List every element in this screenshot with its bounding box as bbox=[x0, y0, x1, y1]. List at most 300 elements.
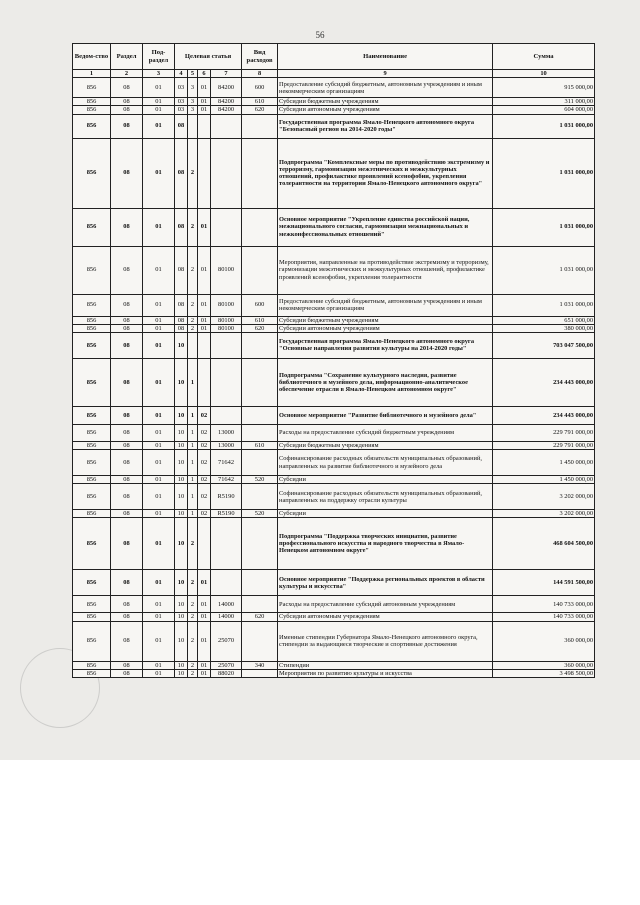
cell-razdel: 08 bbox=[111, 484, 143, 510]
cell-program: 03 bbox=[175, 106, 188, 114]
cell-event: 01 bbox=[198, 570, 211, 596]
cell-subprogram: 2 bbox=[188, 613, 198, 621]
column-number: 5 bbox=[188, 70, 198, 78]
cell-razdel: 08 bbox=[111, 613, 143, 621]
cell-podrazdel: 01 bbox=[143, 510, 175, 518]
cell-program: 08 bbox=[175, 208, 188, 246]
cell-program: 10 bbox=[175, 450, 188, 476]
column-number: 7 bbox=[211, 70, 242, 78]
cell-subprogram bbox=[188, 114, 198, 138]
cell-direction: 80100 bbox=[211, 246, 242, 294]
cell-vedomstvo: 856 bbox=[73, 518, 111, 570]
cell-podrazdel: 01 bbox=[143, 484, 175, 510]
cell-program: 08 bbox=[175, 138, 188, 208]
budget-table bbox=[72, 43, 595, 678]
cell-program: 08 bbox=[175, 316, 188, 324]
page-number: 56 bbox=[315, 30, 325, 40]
cell-direction: 14000 bbox=[211, 596, 242, 613]
table-row bbox=[73, 424, 595, 441]
cell-program: 08 bbox=[175, 294, 188, 316]
cell-razdel: 08 bbox=[111, 406, 143, 424]
cell-sum: 140 733 000,00 bbox=[493, 613, 595, 621]
cell-name: Мероприятия по развитию культуры и искусства bbox=[278, 669, 493, 677]
table-row bbox=[73, 208, 595, 246]
column-number: 9 bbox=[278, 70, 493, 78]
cell-direction: R5190 bbox=[211, 510, 242, 518]
cell-program: 03 bbox=[175, 98, 188, 106]
cell-expense-type bbox=[242, 114, 278, 138]
cell-sum: 140 733 000,00 bbox=[493, 596, 595, 613]
cell-sum: 3 202 000,00 bbox=[493, 484, 595, 510]
cell-expense-type: 520 bbox=[242, 476, 278, 484]
column-number: 4 bbox=[175, 70, 188, 78]
cell-sum: 3 202 000,00 bbox=[493, 510, 595, 518]
cell-subprogram: 2 bbox=[188, 316, 198, 324]
table-row bbox=[73, 246, 595, 294]
cell-expense-type: 610 bbox=[242, 98, 278, 106]
cell-event: 01 bbox=[198, 246, 211, 294]
cell-event: 02 bbox=[198, 424, 211, 441]
cell-vedomstvo: 856 bbox=[73, 78, 111, 98]
cell-podrazdel: 01 bbox=[143, 332, 175, 358]
cell-name: Основное мероприятие "Укрепление единства российской нации, межнационального согласия, гармонизация межнациональных и межконфессиональных отношений" bbox=[278, 208, 493, 246]
cell-subprogram: 1 bbox=[188, 424, 198, 441]
cell-name: Софинансирование расходных обязательств муниципальных образований, направленных на поддержку отрасли культуры bbox=[278, 484, 493, 510]
table-row bbox=[73, 596, 595, 613]
cell-sum: 1 031 000,00 bbox=[493, 138, 595, 208]
cell-sum: 651 000,00 bbox=[493, 316, 595, 324]
cell-razdel: 08 bbox=[111, 358, 143, 406]
cell-program: 10 bbox=[175, 621, 188, 661]
cell-sum: 3 498 500,00 bbox=[493, 669, 595, 677]
cell-direction: 25070 bbox=[211, 661, 242, 669]
cell-sum: 915 000,00 bbox=[493, 78, 595, 98]
cell-vedomstvo: 856 bbox=[73, 613, 111, 621]
cell-podrazdel: 01 bbox=[143, 208, 175, 246]
cell-direction bbox=[211, 138, 242, 208]
cell-direction: 13000 bbox=[211, 424, 242, 441]
cell-vedomstvo: 856 bbox=[73, 484, 111, 510]
table-row bbox=[73, 476, 595, 484]
cell-subprogram bbox=[188, 332, 198, 358]
cell-razdel: 08 bbox=[111, 596, 143, 613]
cell-podrazdel: 01 bbox=[143, 114, 175, 138]
cell-expense-type: 600 bbox=[242, 294, 278, 316]
cell-subprogram: 2 bbox=[188, 596, 198, 613]
cell-name: Предоставление субсидий бюджетным, автономным учреждениям и иным некоммерческим организациям bbox=[278, 78, 493, 98]
cell-razdel: 08 bbox=[111, 316, 143, 324]
cell-program: 10 bbox=[175, 613, 188, 621]
table-row bbox=[73, 510, 595, 518]
cell-program: 10 bbox=[175, 332, 188, 358]
table-row bbox=[73, 570, 595, 596]
cell-name: Субсидии автономным учреждениям bbox=[278, 106, 493, 114]
cell-name: Мероприятия, направленные на противодействие экстремизму и терроризму, гармонизации межэтнических и межкультурных отношений, профилактике проявлений ксенофобии, укрепления толерантности bbox=[278, 246, 493, 294]
cell-sum: 1 031 000,00 bbox=[493, 114, 595, 138]
cell-direction: 80100 bbox=[211, 316, 242, 324]
cell-vedomstvo: 856 bbox=[73, 294, 111, 316]
cell-event: 02 bbox=[198, 450, 211, 476]
cell-vedomstvo: 856 bbox=[73, 476, 111, 484]
cell-razdel: 08 bbox=[111, 106, 143, 114]
table-row bbox=[73, 518, 595, 570]
header-podrazdel: Под-раздел bbox=[143, 44, 175, 70]
cell-vedomstvo: 856 bbox=[73, 208, 111, 246]
cell-program: 10 bbox=[175, 424, 188, 441]
cell-podrazdel: 01 bbox=[143, 669, 175, 677]
cell-name: Субсидии автономным учреждениям bbox=[278, 613, 493, 621]
cell-vedomstvo: 856 bbox=[73, 246, 111, 294]
cell-subprogram: 2 bbox=[188, 138, 198, 208]
cell-name: Стипендии bbox=[278, 661, 493, 669]
cell-razdel: 08 bbox=[111, 476, 143, 484]
column-number: 10 bbox=[493, 70, 595, 78]
cell-event: 01 bbox=[198, 669, 211, 677]
cell-expense-type bbox=[242, 570, 278, 596]
cell-podrazdel: 01 bbox=[143, 106, 175, 114]
cell-event bbox=[198, 358, 211, 406]
cell-subprogram: 2 bbox=[188, 324, 198, 332]
cell-razdel: 08 bbox=[111, 518, 143, 570]
cell-podrazdel: 01 bbox=[143, 324, 175, 332]
table-row bbox=[73, 78, 595, 98]
column-number: 8 bbox=[242, 70, 278, 78]
cell-subprogram: 1 bbox=[188, 484, 198, 510]
cell-name: Подпрограмма "Комплексные меры по противодействию экстремизму и терроризму, гармонизации межэтнических и межкультурных отношений, профилактике проявлений ксенофобии, укрепления толерантности на территории Ямало-Ненецкого автономного округа" bbox=[278, 138, 493, 208]
cell-event: 02 bbox=[198, 484, 211, 510]
cell-razdel: 08 bbox=[111, 324, 143, 332]
cell-event bbox=[198, 138, 211, 208]
cell-vedomstvo: 856 bbox=[73, 114, 111, 138]
table-row bbox=[73, 358, 595, 406]
cell-expense-type bbox=[242, 424, 278, 441]
cell-event: 01 bbox=[198, 613, 211, 621]
cell-sum: 1 450 000,00 bbox=[493, 476, 595, 484]
cell-podrazdel: 01 bbox=[143, 596, 175, 613]
cell-sum: 1 031 000,00 bbox=[493, 246, 595, 294]
cell-podrazdel: 01 bbox=[143, 316, 175, 324]
cell-expense-type: 620 bbox=[242, 613, 278, 621]
cell-program: 08 bbox=[175, 246, 188, 294]
cell-name: Софинансирование расходных обязательств муниципальных образований, направленных на развитие библиотечного и музейного дела bbox=[278, 450, 493, 476]
cell-expense-type: 610 bbox=[242, 441, 278, 449]
cell-vedomstvo: 856 bbox=[73, 669, 111, 677]
table-row bbox=[73, 613, 595, 621]
cell-direction: 84200 bbox=[211, 78, 242, 98]
cell-event: 01 bbox=[198, 78, 211, 98]
cell-expense-type: 600 bbox=[242, 78, 278, 98]
cell-name: Субсидии bbox=[278, 510, 493, 518]
header-row bbox=[73, 44, 595, 70]
cell-podrazdel: 01 bbox=[143, 476, 175, 484]
cell-vedomstvo: 856 bbox=[73, 570, 111, 596]
cell-vedomstvo: 856 bbox=[73, 106, 111, 114]
cell-program: 10 bbox=[175, 476, 188, 484]
cell-sum: 311 000,00 bbox=[493, 98, 595, 106]
cell-vedomstvo: 856 bbox=[73, 316, 111, 324]
cell-podrazdel: 01 bbox=[143, 570, 175, 596]
cell-vedomstvo: 856 bbox=[73, 441, 111, 449]
cell-subprogram: 2 bbox=[188, 294, 198, 316]
cell-program: 10 bbox=[175, 441, 188, 449]
cell-subprogram: 1 bbox=[188, 441, 198, 449]
table-row bbox=[73, 138, 595, 208]
cell-program: 10 bbox=[175, 484, 188, 510]
cell-expense-type bbox=[242, 621, 278, 661]
table-row bbox=[73, 316, 595, 324]
cell-vedomstvo: 856 bbox=[73, 661, 111, 669]
cell-event: 01 bbox=[198, 596, 211, 613]
cell-sum: 360 000,00 bbox=[493, 661, 595, 669]
cell-name: Государственная программа Ямало-Ненецкого автономного округа "Основные направления развития культуры на 2014-2020 годы" bbox=[278, 332, 493, 358]
cell-name: Субсидии автономным учреждениям bbox=[278, 324, 493, 332]
table-row bbox=[73, 106, 595, 114]
cell-program: 03 bbox=[175, 78, 188, 98]
cell-razdel: 08 bbox=[111, 570, 143, 596]
cell-podrazdel: 01 bbox=[143, 98, 175, 106]
header-target-article: Целевая статья bbox=[175, 44, 242, 70]
table-row bbox=[73, 98, 595, 106]
cell-subprogram: 2 bbox=[188, 621, 198, 661]
cell-direction: R5190 bbox=[211, 484, 242, 510]
cell-expense-type: 340 bbox=[242, 661, 278, 669]
cell-direction: 80100 bbox=[211, 324, 242, 332]
cell-razdel: 08 bbox=[111, 669, 143, 677]
cell-event: 02 bbox=[198, 406, 211, 424]
cell-subprogram: 1 bbox=[188, 476, 198, 484]
cell-sum: 468 604 500,00 bbox=[493, 518, 595, 570]
cell-expense-type bbox=[242, 358, 278, 406]
column-number: 1 bbox=[73, 70, 111, 78]
column-number: 6 bbox=[198, 70, 211, 78]
cell-vedomstvo: 856 bbox=[73, 358, 111, 406]
cell-sum: 1 450 000,00 bbox=[493, 450, 595, 476]
cell-name: Расходы на предоставление субсидий автономным учреждениям bbox=[278, 596, 493, 613]
cell-sum: 604 000,00 bbox=[493, 106, 595, 114]
cell-program: 10 bbox=[175, 510, 188, 518]
cell-program: 10 bbox=[175, 518, 188, 570]
cell-subprogram: 3 bbox=[188, 106, 198, 114]
cell-direction: 80100 bbox=[211, 294, 242, 316]
cell-vedomstvo: 856 bbox=[73, 424, 111, 441]
cell-subprogram: 2 bbox=[188, 518, 198, 570]
cell-event: 01 bbox=[198, 294, 211, 316]
cell-event: 01 bbox=[198, 106, 211, 114]
cell-expense-type bbox=[242, 518, 278, 570]
cell-program: 08 bbox=[175, 324, 188, 332]
cell-sum: 703 047 500,00 bbox=[493, 332, 595, 358]
cell-name: Субсидии бюджетным учреждениям bbox=[278, 98, 493, 106]
cell-razdel: 08 bbox=[111, 208, 143, 246]
cell-name: Основное мероприятие "Развитие библиотечного и музейного дела" bbox=[278, 406, 493, 424]
cell-razdel: 08 bbox=[111, 294, 143, 316]
cell-vedomstvo: 856 bbox=[73, 510, 111, 518]
cell-event: 02 bbox=[198, 510, 211, 518]
cell-subprogram: 2 bbox=[188, 669, 198, 677]
cell-direction bbox=[211, 518, 242, 570]
table-row bbox=[73, 324, 595, 332]
table-row bbox=[73, 669, 595, 677]
cell-sum: 229 791 000,00 bbox=[493, 441, 595, 449]
cell-sum: 360 000,00 bbox=[493, 621, 595, 661]
cell-expense-type: 610 bbox=[242, 316, 278, 324]
cell-vedomstvo: 856 bbox=[73, 406, 111, 424]
cell-razdel: 08 bbox=[111, 510, 143, 518]
cell-event bbox=[198, 332, 211, 358]
cell-podrazdel: 01 bbox=[143, 621, 175, 661]
cell-direction: 84200 bbox=[211, 106, 242, 114]
cell-expense-type: 620 bbox=[242, 324, 278, 332]
cell-subprogram: 3 bbox=[188, 98, 198, 106]
cell-event: 02 bbox=[198, 441, 211, 449]
header-name: Наименование bbox=[278, 44, 493, 70]
header-vedomstvo: Ведом-ство bbox=[73, 44, 111, 70]
cell-expense-type bbox=[242, 450, 278, 476]
cell-event: 01 bbox=[198, 316, 211, 324]
cell-razdel: 08 bbox=[111, 114, 143, 138]
cell-subprogram: 1 bbox=[188, 358, 198, 406]
cell-event: 01 bbox=[198, 324, 211, 332]
cell-event bbox=[198, 114, 211, 138]
cell-vedomstvo: 856 bbox=[73, 138, 111, 208]
cell-podrazdel: 01 bbox=[143, 406, 175, 424]
cell-sum: 229 791 000,00 bbox=[493, 424, 595, 441]
cell-subprogram: 2 bbox=[188, 570, 198, 596]
cell-podrazdel: 01 bbox=[143, 294, 175, 316]
cell-razdel: 08 bbox=[111, 138, 143, 208]
cell-direction: 71642 bbox=[211, 450, 242, 476]
cell-direction: 84200 bbox=[211, 98, 242, 106]
table-row bbox=[73, 332, 595, 358]
cell-direction bbox=[211, 208, 242, 246]
cell-expense-type bbox=[242, 669, 278, 677]
cell-vedomstvo: 856 bbox=[73, 621, 111, 661]
cell-sum: 144 591 500,00 bbox=[493, 570, 595, 596]
cell-sum: 234 443 000,00 bbox=[493, 406, 595, 424]
cell-expense-type: 520 bbox=[242, 510, 278, 518]
cell-subprogram: 1 bbox=[188, 450, 198, 476]
cell-razdel: 08 bbox=[111, 424, 143, 441]
cell-direction bbox=[211, 406, 242, 424]
cell-subprogram: 2 bbox=[188, 661, 198, 669]
cell-vedomstvo: 856 bbox=[73, 332, 111, 358]
cell-razdel: 08 bbox=[111, 98, 143, 106]
table-row bbox=[73, 114, 595, 138]
cell-name: Государственная программа Ямало-Ненецкого автономного округа "Безопасный регион на 2014-2020 годы" bbox=[278, 114, 493, 138]
cell-expense-type bbox=[242, 246, 278, 294]
cell-expense-type: 620 bbox=[242, 106, 278, 114]
column-number: 3 bbox=[143, 70, 175, 78]
cell-name: Субсидии бюджетным учреждениям bbox=[278, 316, 493, 324]
cell-subprogram: 2 bbox=[188, 246, 198, 294]
cell-event: 01 bbox=[198, 98, 211, 106]
cell-name: Субсидии bbox=[278, 476, 493, 484]
cell-event: 01 bbox=[198, 661, 211, 669]
cell-direction bbox=[211, 332, 242, 358]
cell-event: 01 bbox=[198, 208, 211, 246]
column-number-row bbox=[73, 70, 595, 78]
cell-razdel: 08 bbox=[111, 661, 143, 669]
cell-podrazdel: 01 bbox=[143, 246, 175, 294]
cell-expense-type bbox=[242, 596, 278, 613]
cell-program: 10 bbox=[175, 358, 188, 406]
cell-expense-type bbox=[242, 484, 278, 510]
cell-podrazdel: 01 bbox=[143, 424, 175, 441]
cell-direction: 71642 bbox=[211, 476, 242, 484]
cell-podrazdel: 01 bbox=[143, 441, 175, 449]
cell-subprogram: 2 bbox=[188, 208, 198, 246]
cell-name: Основное мероприятие "Поддержка региональных проектов в области культуры и искусства" bbox=[278, 570, 493, 596]
cell-sum: 234 443 000,00 bbox=[493, 358, 595, 406]
cell-direction bbox=[211, 114, 242, 138]
cell-razdel: 08 bbox=[111, 621, 143, 661]
cell-subprogram: 1 bbox=[188, 510, 198, 518]
table-row bbox=[73, 621, 595, 661]
table-row bbox=[73, 406, 595, 424]
cell-sum: 1 031 000,00 bbox=[493, 208, 595, 246]
header-expense-type: Вид расходов bbox=[242, 44, 278, 70]
cell-program: 10 bbox=[175, 661, 188, 669]
table-row bbox=[73, 661, 595, 669]
cell-podrazdel: 01 bbox=[143, 661, 175, 669]
cell-podrazdel: 01 bbox=[143, 613, 175, 621]
cell-direction bbox=[211, 358, 242, 406]
cell-name: Подпрограмма "Поддержка творческих инициатив, развитие профессионального искусства и народного творчества в Ямало-Ненецком автономном округе" bbox=[278, 518, 493, 570]
cell-direction: 25070 bbox=[211, 621, 242, 661]
cell-event: 02 bbox=[198, 476, 211, 484]
cell-razdel: 08 bbox=[111, 441, 143, 449]
cell-program: 10 bbox=[175, 669, 188, 677]
cell-podrazdel: 01 bbox=[143, 138, 175, 208]
cell-razdel: 08 bbox=[111, 246, 143, 294]
header-sum: Сумма bbox=[493, 44, 595, 70]
cell-vedomstvo: 856 bbox=[73, 98, 111, 106]
cell-direction: 13000 bbox=[211, 441, 242, 449]
cell-vedomstvo: 856 bbox=[73, 324, 111, 332]
cell-event: 01 bbox=[198, 621, 211, 661]
table-row bbox=[73, 450, 595, 476]
cell-razdel: 08 bbox=[111, 78, 143, 98]
cell-expense-type bbox=[242, 138, 278, 208]
cell-direction: 88020 bbox=[211, 669, 242, 677]
cell-razdel: 08 bbox=[111, 450, 143, 476]
cell-subprogram: 1 bbox=[188, 406, 198, 424]
cell-podrazdel: 01 bbox=[143, 450, 175, 476]
table-row bbox=[73, 441, 595, 449]
cell-program: 10 bbox=[175, 406, 188, 424]
cell-program: 10 bbox=[175, 596, 188, 613]
cell-name: Именные стипендии Губернатора Ямало-Ненецкого автономного округа, стипендии за выдающиеся творческие и спортивные достижения bbox=[278, 621, 493, 661]
table-row bbox=[73, 294, 595, 316]
cell-vedomstvo: 856 bbox=[73, 596, 111, 613]
header-razdel: Раздел bbox=[111, 44, 143, 70]
cell-expense-type bbox=[242, 406, 278, 424]
cell-direction: 14000 bbox=[211, 613, 242, 621]
cell-name: Подпрограмма "Сохранение культурного наследия, развитие библиотечного и музейного дела, информационно-аналитическое обеспечение отрасли в Ямало-Ненецком автономном округе" bbox=[278, 358, 493, 406]
cell-sum: 380 000,00 bbox=[493, 324, 595, 332]
cell-vedomstvo: 856 bbox=[73, 450, 111, 476]
cell-expense-type bbox=[242, 332, 278, 358]
cell-program: 10 bbox=[175, 570, 188, 596]
table-row bbox=[73, 484, 595, 510]
cell-event bbox=[198, 518, 211, 570]
cell-program: 08 bbox=[175, 114, 188, 138]
cell-razdel: 08 bbox=[111, 332, 143, 358]
cell-subprogram: 3 bbox=[188, 78, 198, 98]
cell-podrazdel: 01 bbox=[143, 358, 175, 406]
column-number: 2 bbox=[111, 70, 143, 78]
cell-sum: 1 031 000,00 bbox=[493, 294, 595, 316]
